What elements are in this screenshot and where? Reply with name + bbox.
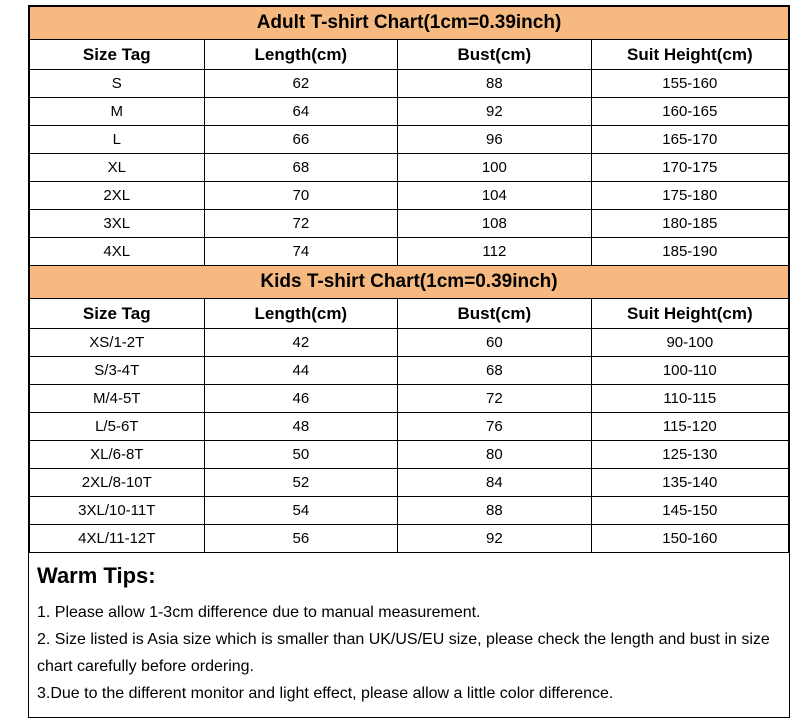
- column-header: Suit Height(cm): [591, 299, 788, 329]
- value-cell: 155-160: [591, 70, 788, 98]
- value-cell: 72: [398, 385, 592, 413]
- size-tag-cell: 3XL/10-11T: [30, 497, 205, 525]
- size-chart-sheet: [28, 5, 790, 718]
- kids-table-row: [30, 469, 789, 497]
- adult-table-row: [30, 210, 789, 238]
- kids-table-row: [30, 329, 789, 357]
- value-cell: 115-120: [591, 413, 788, 441]
- adult-table-row: [30, 98, 789, 126]
- value-cell: 135-140: [591, 469, 788, 497]
- warm-tips-list: [37, 599, 777, 707]
- value-cell: 72: [204, 210, 398, 238]
- size-tag-cell: 4XL: [30, 238, 205, 266]
- value-cell: 62: [204, 70, 398, 98]
- value-cell: 92: [398, 525, 592, 553]
- size-tag-cell: L/5-6T: [30, 413, 205, 441]
- value-cell: 42: [204, 329, 398, 357]
- size-tag-cell: 2XL/8-10T: [30, 469, 205, 497]
- value-cell: 170-175: [591, 154, 788, 182]
- value-cell: 80: [398, 441, 592, 469]
- size-tag-cell: M/4-5T: [30, 385, 205, 413]
- size-tag-cell: 4XL/11-12T: [30, 525, 205, 553]
- value-cell: 100-110: [591, 357, 788, 385]
- value-cell: 104: [398, 182, 592, 210]
- kids-column-header-row: [30, 299, 789, 329]
- value-cell: 185-190: [591, 238, 788, 266]
- value-cell: 180-185: [591, 210, 788, 238]
- adult-table-row: [30, 126, 789, 154]
- adult-table-row: [30, 70, 789, 98]
- warm-tips-section: [29, 553, 789, 717]
- value-cell: 112: [398, 238, 592, 266]
- kids-table-row: [30, 413, 789, 441]
- adult-chart-title: Adult T-shirt Chart(1cm=0.39inch): [30, 7, 789, 40]
- kids-table-row: [30, 441, 789, 469]
- value-cell: 74: [204, 238, 398, 266]
- value-cell: 108: [398, 210, 592, 238]
- value-cell: 48: [204, 413, 398, 441]
- kids-table-row: [30, 525, 789, 553]
- adult-table-row: [30, 154, 789, 182]
- value-cell: 150-160: [591, 525, 788, 553]
- value-cell: 88: [398, 497, 592, 525]
- value-cell: 44: [204, 357, 398, 385]
- kids-table-row: [30, 385, 789, 413]
- size-chart-table: [29, 6, 789, 553]
- value-cell: 160-165: [591, 98, 788, 126]
- kids-table-row: [30, 497, 789, 525]
- size-tag-cell: M: [30, 98, 205, 126]
- value-cell: 68: [398, 357, 592, 385]
- size-tag-cell: XL/6-8T: [30, 441, 205, 469]
- kids-table-row: [30, 357, 789, 385]
- value-cell: 76: [398, 413, 592, 441]
- value-cell: 110-115: [591, 385, 788, 413]
- value-cell: 50: [204, 441, 398, 469]
- adult-chart-title-row: [30, 7, 789, 40]
- size-tag-cell: XL: [30, 154, 205, 182]
- warm-tip-item: 1. Please allow 1-3cm difference due to manual measurement.: [37, 604, 481, 621]
- value-cell: 56: [204, 525, 398, 553]
- size-tag-cell: 3XL: [30, 210, 205, 238]
- value-cell: 88: [398, 70, 592, 98]
- value-cell: 90-100: [591, 329, 788, 357]
- kids-chart-title-row: [30, 266, 789, 299]
- value-cell: 46: [204, 385, 398, 413]
- value-cell: 64: [204, 98, 398, 126]
- column-header: Bust(cm): [398, 299, 592, 329]
- adult-column-header-row: [30, 40, 789, 70]
- value-cell: 66: [204, 126, 398, 154]
- size-tag-cell: S/3-4T: [30, 357, 205, 385]
- value-cell: 92: [398, 98, 592, 126]
- size-tag-cell: L: [30, 126, 205, 154]
- column-header: Length(cm): [204, 40, 398, 70]
- adult-table-row: [30, 182, 789, 210]
- warm-tips-title: Warm Tips:: [37, 563, 156, 588]
- column-header: Bust(cm): [398, 40, 592, 70]
- warm-tip-item: 3.Due to the different monitor and light effect, please allow a little color difference.: [37, 685, 614, 702]
- value-cell: 100: [398, 154, 592, 182]
- value-cell: 60: [398, 329, 592, 357]
- column-header: Size Tag: [30, 299, 205, 329]
- warm-tip-item: 2. Size listed is Asia size which is smaller than UK/US/EU size, please check the length and bust in size chart carefully before ordering.: [37, 631, 770, 675]
- column-header: Length(cm): [204, 299, 398, 329]
- value-cell: 84: [398, 469, 592, 497]
- kids-chart-title: Kids T-shirt Chart(1cm=0.39inch): [30, 266, 789, 299]
- value-cell: 52: [204, 469, 398, 497]
- size-tag-cell: 2XL: [30, 182, 205, 210]
- value-cell: 175-180: [591, 182, 788, 210]
- value-cell: 68: [204, 154, 398, 182]
- value-cell: 96: [398, 126, 592, 154]
- value-cell: 165-170: [591, 126, 788, 154]
- adult-table-row: [30, 238, 789, 266]
- size-tag-cell: XS/1-2T: [30, 329, 205, 357]
- value-cell: 145-150: [591, 497, 788, 525]
- value-cell: 70: [204, 182, 398, 210]
- column-header: Suit Height(cm): [591, 40, 788, 70]
- size-tag-cell: S: [30, 70, 205, 98]
- column-header: Size Tag: [30, 40, 205, 70]
- value-cell: 125-130: [591, 441, 788, 469]
- value-cell: 54: [204, 497, 398, 525]
